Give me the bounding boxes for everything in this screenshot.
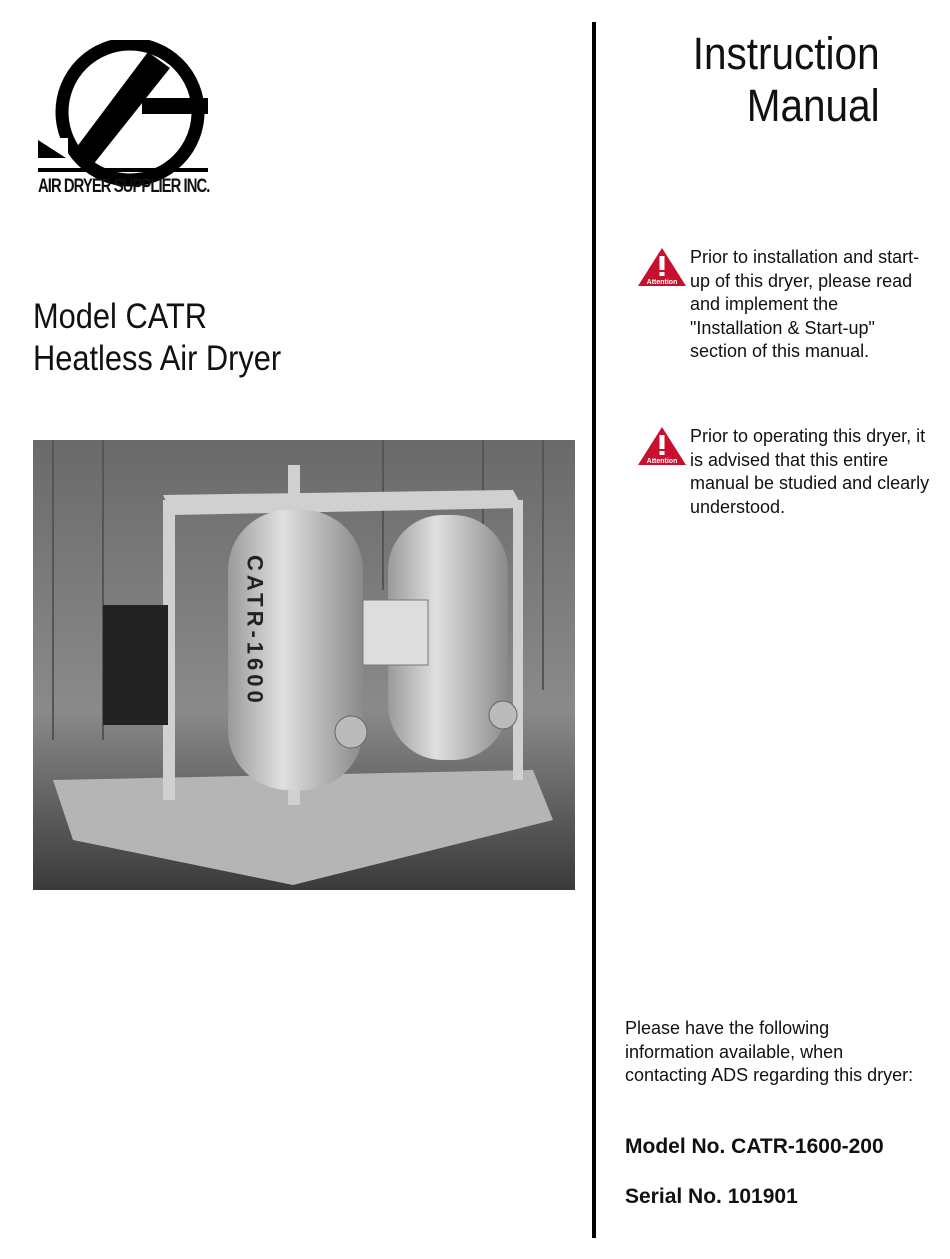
attention-icon-label: Attention [646,458,678,465]
attention-icon [636,246,688,288]
document-title [693,28,880,132]
product-photo [33,440,575,890]
attention-icon [636,425,688,467]
warning-operation [636,425,936,555]
model-number: Model No. CATR-1600-200 [625,1135,884,1158]
company-name: AIR DRYER SUPPLIER INC. [38,176,210,197]
warning-installation [636,246,936,396]
warning-text: Prior to installation and start-up of this dryer, please read and implement the "Installation & Start-up" section of this manual. [690,247,920,361]
serial-number: Serial No. 101901 [625,1185,798,1208]
attention-icon-label: Attention [646,279,678,286]
contact-instructions: Please have the following information available, when contacting ADS regarding this dryer: [625,1018,914,1085]
product-description: Heatless Air Dryer [33,339,282,378]
product-model: Model CATR [33,297,208,336]
title-line-1: Instruction [693,28,880,79]
product-title [33,296,281,380]
tank-label: CATR-1600 [242,555,268,707]
warning-text: Prior to operating this dryer, it is advised that this entire manual be studied and clearly understood. [690,426,930,517]
title-line-2: Manual [747,80,880,131]
vertical-divider [592,22,596,1238]
